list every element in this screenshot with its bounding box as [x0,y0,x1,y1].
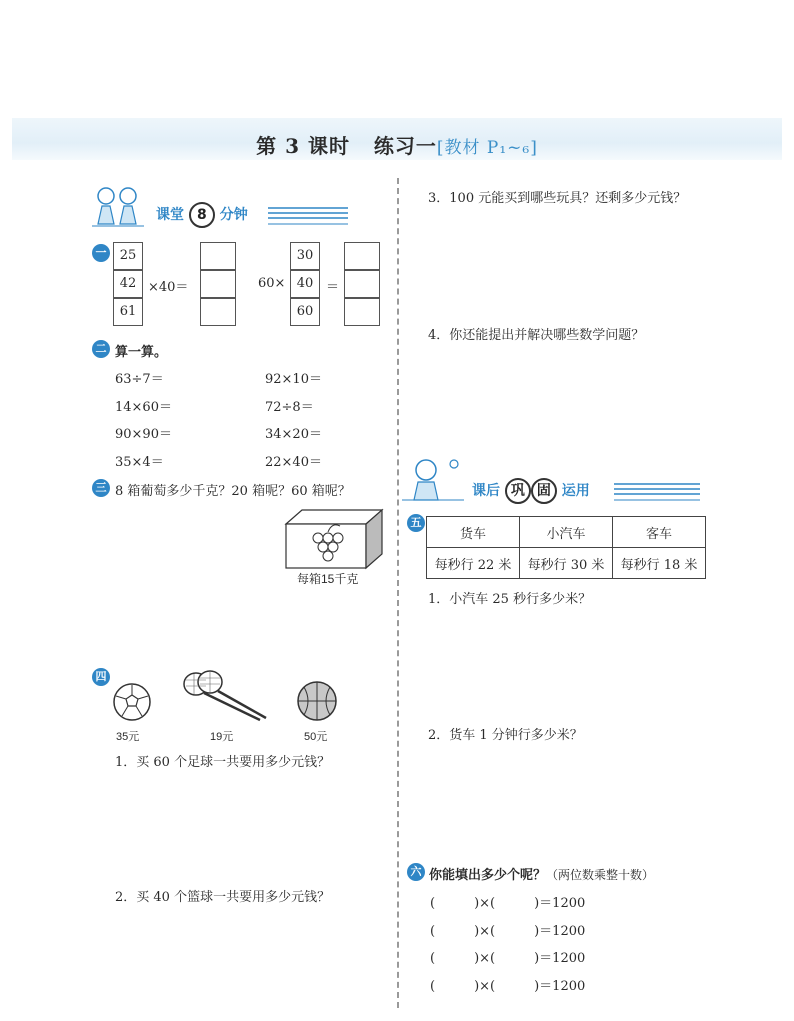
equals-sign: ＝ [326,280,340,295]
sub-question: 3．100 元能买到哪些玩具？还剩多少元钱？ [428,191,687,206]
sub-question: 2．买 40 个篮球一共要用多少元钱？ [115,890,331,905]
answer-box[interactable] [344,298,380,326]
page-title: 第 3 课时 练习一[教材 P₁~₆] [256,134,538,158]
question-number-5: 五 [407,514,425,532]
football-price: 35元 [116,731,140,743]
answer-box[interactable] [200,298,236,326]
multiplicand-cell: 42 [113,270,143,298]
multiply-operator: ×40＝ [148,280,189,295]
basketball-icon [296,680,338,722]
calc-item: 72÷8＝ [265,400,314,415]
table-header: 货车 [427,517,520,548]
multiplicand-cell: 25 [113,242,143,270]
calc-item: 90×90＝ [115,427,172,442]
calc-item: 14×60＝ [115,400,172,415]
table-row [427,517,706,548]
question-number-1: 一 [92,244,110,262]
banner-after-class-consolidate: 课后 巩 固 运用 [402,456,702,504]
question-number-4: 四 [92,668,110,686]
sub-question: 4．你还能提出并解决哪些数学问题？ [428,328,645,343]
calc-item: 22×40＝ [265,455,322,470]
badminton-racket-icon [180,668,270,726]
sub-question: 1．小汽车 25 秒行多少米？ [428,592,592,607]
calc-item: 34×20＝ [265,427,322,442]
sub-question: 2．货车 1 分钟行多少米？ [428,728,583,743]
question-number-6: 六 [407,863,425,881]
question-title: 算一算。 [115,345,168,360]
char-ring: 巩 [505,478,531,504]
fill-in-row[interactable]: ( )×( )＝1200 [430,979,586,994]
multiplier-cell: 30 [290,242,320,270]
column-divider [397,178,399,1008]
banner-stripes [268,204,348,226]
fill-in-row[interactable]: ( )×( )＝1200 [430,924,586,939]
answer-box[interactable] [344,242,380,270]
box-label: 每箱15千克 [297,572,359,586]
char-ring: 固 [531,478,557,504]
calc-item: 35×4＝ [115,455,164,470]
calc-item: 92×10＝ [265,372,322,387]
table-header: 小汽车 [520,517,613,548]
banner-stripes [614,480,700,502]
basketball-price: 50元 [304,731,328,743]
multiply-prefix: 60× [258,276,286,291]
question-text: 你能填出多少个呢？（两位数乘整十数） [429,868,655,883]
multiplier-cell: 40 [290,270,320,298]
multiplicand-cell: 61 [113,298,143,326]
table-row [427,548,706,579]
calc-item: 63÷7＝ [115,372,164,387]
digit-ring: 8 [189,202,215,228]
multiplier-cell: 60 [290,298,320,326]
table-header: 客车 [613,517,706,548]
fill-in-row[interactable]: ( )×( )＝1200 [430,951,586,966]
table-cell: 每秒行 22 米 [427,548,520,579]
vehicle-speed-table [426,516,706,579]
fill-in-row[interactable]: ( )×( )＝1200 [430,896,586,911]
answer-box[interactable] [344,270,380,298]
textbook-ref: [教材 P₁~₆] [436,138,538,158]
question-number-3: 三 [92,479,110,497]
sub-question: 1．买 60 个足球一共要用多少元钱？ [115,755,331,770]
answer-box[interactable] [200,270,236,298]
football-icon [112,682,152,722]
question-number-2: 二 [92,340,110,358]
banner-class-8-minutes: 课堂 8 分钟 [88,184,348,228]
racket-price: 19元 [210,731,234,743]
table-cell: 每秒行 30 米 [520,548,613,579]
kids-icon [88,184,148,228]
child-reading-icon [402,456,468,502]
answer-box[interactable] [200,242,236,270]
question-text: 8 箱葡萄多少千克？20 箱呢？60 箱呢？ [115,484,351,499]
grape-box-icon [280,504,388,572]
table-cell: 每秒行 18 米 [613,548,706,579]
